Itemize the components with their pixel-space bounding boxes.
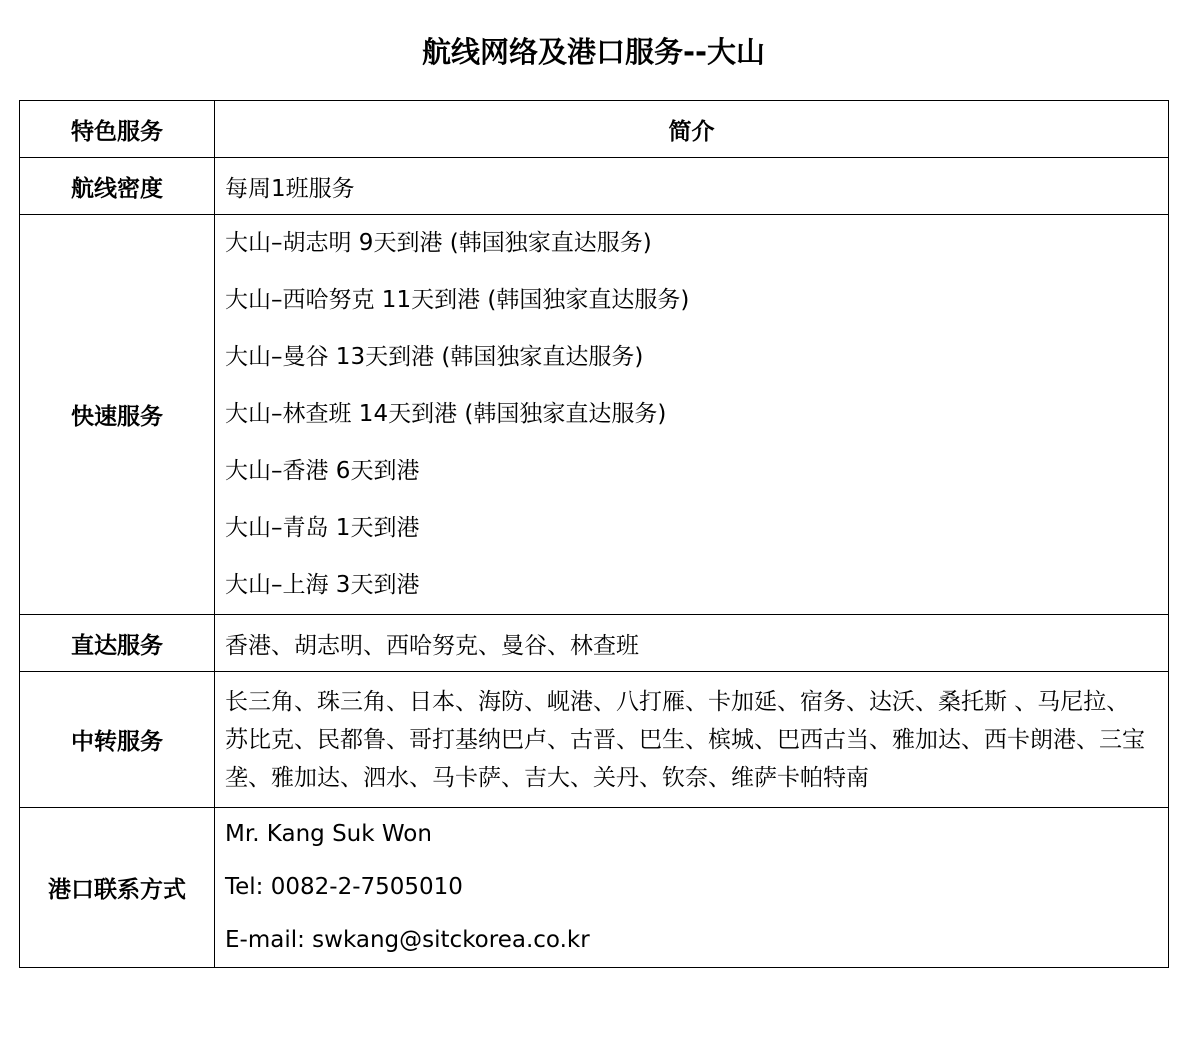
row-label-frequency: 航线密度 [20,158,215,215]
express-route-item: 大山–胡志明 9天到港 (韩国独家直达服务) [225,230,652,256]
table-row-frequency [20,158,1169,215]
table-header-row [20,101,1169,158]
page-title: 航线网络及港口服务--大山 [421,35,766,69]
row-label-transshipment: 中转服务 [20,672,215,808]
express-route-item: 大山–林查班 14天到港 (韩国独家直达服务) [225,401,667,427]
table-row-transshipment [20,672,1169,808]
express-route-item: 大山–香港 6天到港 [225,458,420,484]
contact-email: E-mail: swkang@sitckorea.co.kr [225,927,590,953]
express-routes [215,215,1169,615]
row-label-contact: 港口联系方式 [20,808,215,968]
express-route-item: 大山–青岛 1天到港 [225,515,420,541]
table-row-express [20,215,1169,615]
transshipment-ports: 长三角、珠三角、日本、海防、岘港、八打雁、卡加延、宿务、达沃、桑托斯 、马尼拉、苏比克、民都鲁、哥打基纳巴卢、古晋、巴生、槟城、巴西古当、雅加达、西卡朗港、三宝垄、雅加达、泗水、马卡萨、吉大、关丹、钦奈、维萨卡帕特南 [225,689,1145,791]
table-row-direct [20,615,1169,672]
contact-name: Mr. Kang Suk Won [225,821,432,847]
frequency-value: 每周1班服务 [215,158,1169,215]
express-route-item: 大山–上海 3天到港 [225,572,420,598]
header-introduction: 简介 [215,101,1169,158]
row-label-direct: 直达服务 [20,615,215,672]
service-table [19,100,1169,968]
contact-cell [215,808,1169,968]
header-feature-service: 特色服务 [20,101,215,158]
express-route-item: 大山–曼谷 13天到港 (韩国独家直达服务) [225,344,644,370]
direct-ports: 香港、胡志明、西哈努克、曼谷、林查班 [215,615,1169,672]
contact-tel: Tel: 0082-2-7505010 [225,874,463,900]
row-label-express: 快速服务 [20,215,215,615]
transshipment-cell [215,672,1169,808]
express-route-item: 大山–西哈努克 11天到港 (韩国独家直达服务) [225,287,690,313]
table-row-contact [20,808,1169,968]
